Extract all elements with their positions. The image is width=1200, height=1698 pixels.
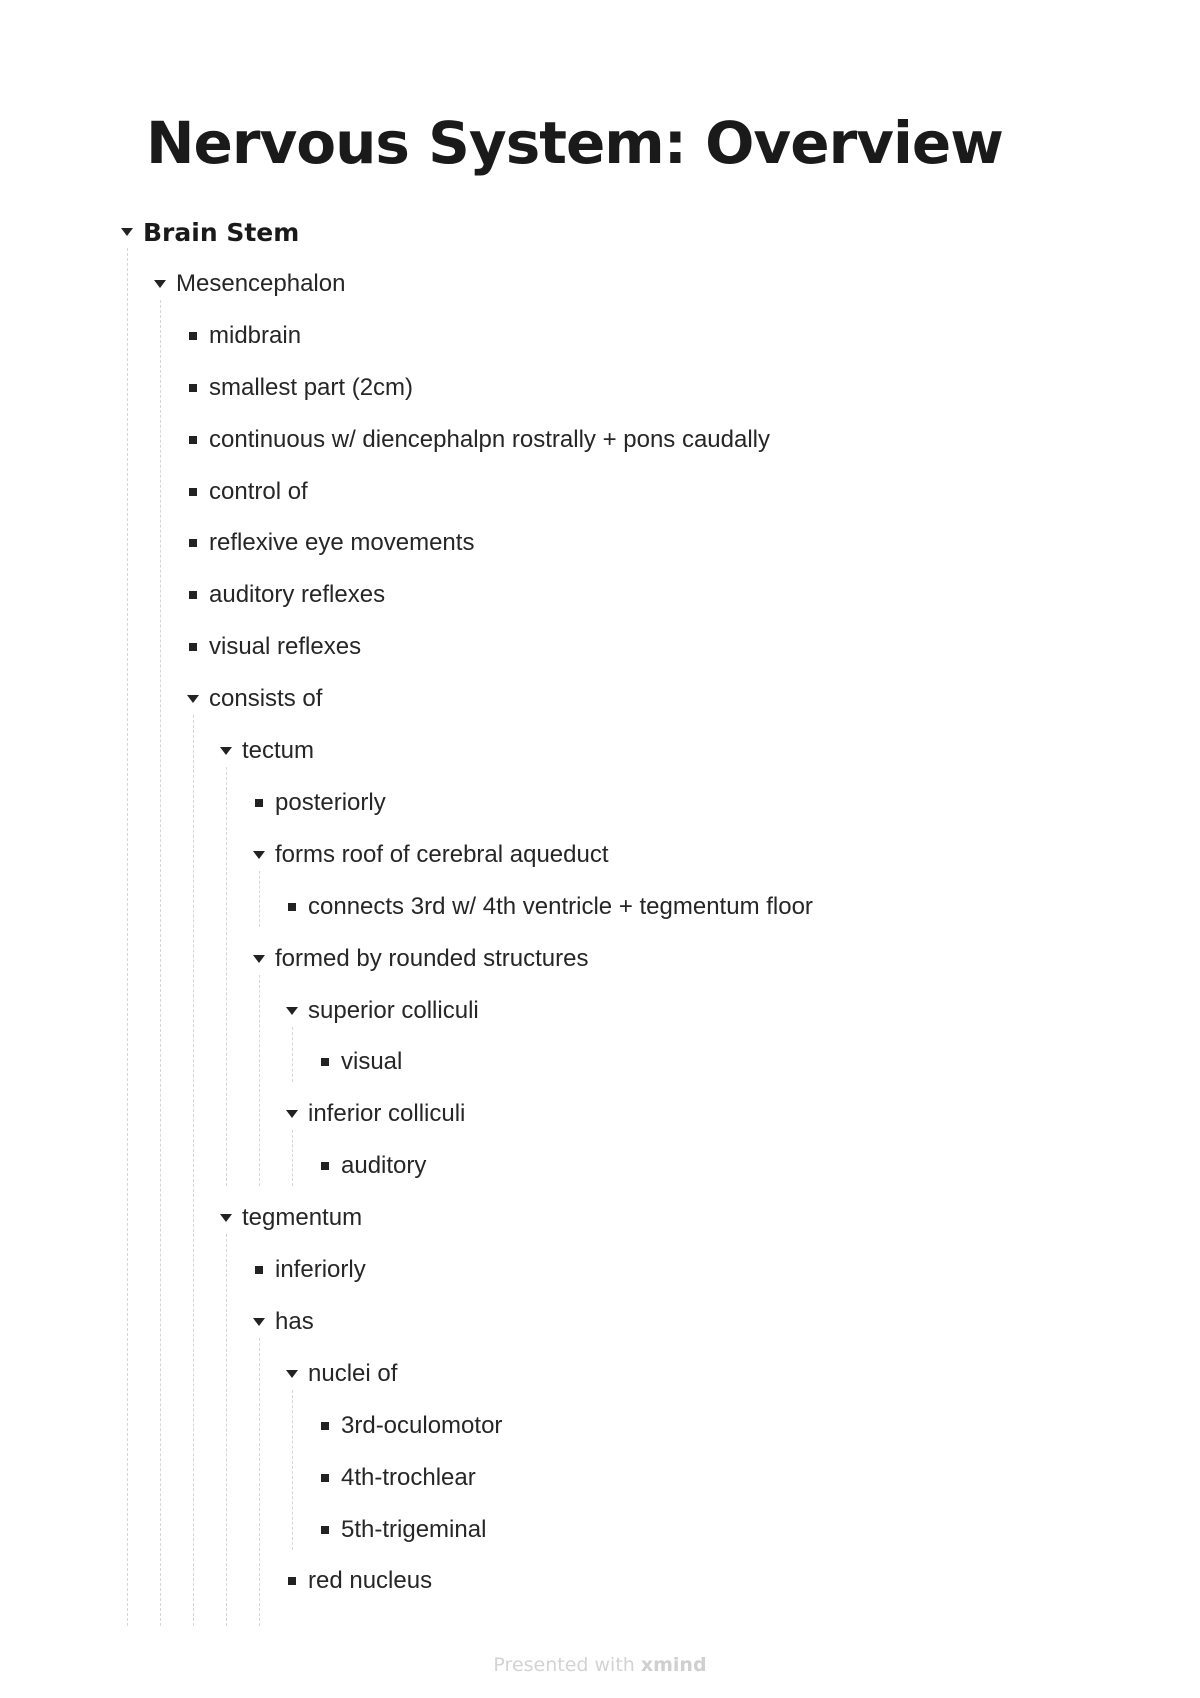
- bullet-icon: [189, 539, 197, 547]
- bullet-icon: [288, 903, 296, 911]
- outline-item-label: formed by rounded structures: [275, 945, 589, 972]
- outline-row: [209, 579, 385, 611]
- caret-down-icon: [253, 955, 265, 963]
- outline-row: [275, 787, 386, 819]
- outline-row: [209, 372, 413, 404]
- caret-down-icon: [253, 851, 265, 859]
- bullet-icon: [189, 436, 197, 444]
- outline-item-label: auditory reflexes: [209, 581, 386, 608]
- outline-item-label: red nucleus: [308, 1567, 433, 1594]
- bullet-square-icon: [318, 1419, 332, 1433]
- outline-guide-line: [226, 1234, 227, 1626]
- bullet-icon: [189, 332, 197, 340]
- outline-item-label: reflexive eye movements: [209, 529, 475, 556]
- outline-guide-line: [193, 715, 194, 1626]
- bullet-icon: [321, 1162, 329, 1170]
- bullet-icon: [255, 1266, 263, 1274]
- outline-item-label: tectum: [242, 737, 315, 764]
- outline-row: [275, 839, 609, 871]
- bullet-icon: [189, 488, 197, 496]
- outline-guide-line: [259, 1338, 260, 1626]
- caret-down-icon: [121, 228, 133, 236]
- outline-item-label: Brain Stem: [143, 217, 300, 247]
- caret-down-icon: [154, 280, 166, 288]
- bullet-icon: [189, 384, 197, 392]
- outline-guide-line: [160, 300, 161, 1626]
- bullet-icon: [255, 799, 263, 807]
- bullet-icon: [321, 1474, 329, 1482]
- outline-item-label: forms roof of cerebral aqueduct: [275, 841, 609, 868]
- outline-row: [308, 1565, 432, 1597]
- outline-row: [275, 1306, 314, 1338]
- outline-item-label: consists of: [209, 685, 323, 712]
- outline-row: [209, 631, 361, 663]
- bullet-icon: [321, 1422, 329, 1430]
- outline-row: [209, 683, 322, 715]
- caret-down-icon: [220, 747, 232, 755]
- bullet-square-icon: [252, 796, 266, 810]
- outline-row: [275, 943, 589, 975]
- outline-item-label: connects 3rd w/ 4th ventricle + tegmentum floor: [308, 893, 813, 920]
- outline-item-label: tegmentum: [242, 1204, 363, 1231]
- collapse-triangle-icon[interactable]: [186, 692, 200, 706]
- collapse-triangle-icon[interactable]: [252, 952, 266, 966]
- outline-item-label: has: [275, 1308, 314, 1335]
- outline-row: [341, 1410, 502, 1442]
- outline-item-label: Mesencephalon: [176, 270, 346, 297]
- outline-guide-line: [292, 1130, 293, 1186]
- collapse-triangle-icon[interactable]: [120, 225, 134, 239]
- outline-row: [308, 891, 813, 923]
- outline-row: [308, 1358, 397, 1390]
- footer-text: Presented with: [493, 1654, 635, 1676]
- bullet-square-icon: [186, 485, 200, 499]
- outline-item-label: nuclei of: [308, 1360, 398, 1387]
- outline-item-label: inferior colliculi: [308, 1100, 466, 1127]
- bullet-square-icon: [186, 588, 200, 602]
- outline-row: [143, 216, 299, 248]
- outline-guide-line: [226, 767, 227, 1186]
- caret-down-icon: [286, 1370, 298, 1378]
- outline-item-label: auditory: [341, 1152, 427, 1179]
- xmind-brand: xmind: [640, 1654, 707, 1676]
- outline-row: [242, 1202, 362, 1234]
- outline-row: [176, 268, 345, 300]
- collapse-triangle-icon[interactable]: [219, 1211, 233, 1225]
- outline-row: [341, 1462, 476, 1494]
- bullet-square-icon: [285, 900, 299, 914]
- bullet-square-icon: [318, 1523, 332, 1537]
- outline-item-label: midbrain: [209, 322, 302, 349]
- outline-guide-line: [127, 248, 128, 1626]
- bullet-square-icon: [186, 640, 200, 654]
- outline-guide-line: [259, 871, 260, 927]
- outline-row: [209, 527, 474, 559]
- outline-item-label: continuous w/ diencephalpn rostrally + pons caudally: [209, 426, 771, 453]
- bullet-square-icon: [186, 433, 200, 447]
- outline-guide-line: [292, 1027, 293, 1082]
- outline-row: [308, 995, 479, 1027]
- collapse-triangle-icon[interactable]: [153, 277, 167, 291]
- page-title: Nervous System: Overview: [146, 109, 1003, 177]
- bullet-icon: [321, 1058, 329, 1066]
- bullet-icon: [288, 1577, 296, 1585]
- caret-down-icon: [253, 1318, 265, 1326]
- caret-down-icon: [220, 1214, 232, 1222]
- collapse-triangle-icon[interactable]: [285, 1367, 299, 1381]
- collapse-triangle-icon[interactable]: [252, 1315, 266, 1329]
- outline-row: [341, 1514, 486, 1546]
- outline-row: [308, 1098, 465, 1130]
- outline-row: [341, 1150, 426, 1182]
- bullet-icon: [189, 643, 197, 651]
- bullet-square-icon: [186, 329, 200, 343]
- collapse-triangle-icon[interactable]: [285, 1107, 299, 1121]
- outline-row: [209, 320, 301, 352]
- caret-down-icon: [286, 1110, 298, 1118]
- collapse-triangle-icon[interactable]: [219, 744, 233, 758]
- bullet-square-icon: [318, 1055, 332, 1069]
- outline-guide-line: [292, 1390, 293, 1550]
- bullet-square-icon: [318, 1471, 332, 1485]
- outline-row: [242, 735, 314, 767]
- bullet-icon: [189, 591, 197, 599]
- bullet-square-icon: [285, 1574, 299, 1588]
- outline-row: [209, 476, 308, 508]
- outline-item-label: visual: [341, 1048, 403, 1075]
- caret-down-icon: [286, 1007, 298, 1015]
- outline-item-label: 4th-trochlear: [341, 1464, 476, 1491]
- outline-guide-line: [259, 975, 260, 1186]
- outline-row: [341, 1046, 402, 1078]
- bullet-square-icon: [186, 536, 200, 550]
- bullet-square-icon: [318, 1159, 332, 1173]
- outline-item-label: inferiorly: [275, 1256, 366, 1283]
- collapse-triangle-icon[interactable]: [252, 848, 266, 862]
- outline-row: [275, 1254, 366, 1286]
- bullet-square-icon: [252, 1263, 266, 1277]
- outline-item-label: 5th-trigeminal: [341, 1516, 487, 1543]
- bullet-square-icon: [186, 381, 200, 395]
- collapse-triangle-icon[interactable]: [285, 1004, 299, 1018]
- outline-item-label: control of: [209, 478, 308, 505]
- outline-item-label: 3rd-oculomotor: [341, 1412, 503, 1439]
- footer-watermark: [0, 1654, 1200, 1676]
- outline-item-label: superior colliculi: [308, 997, 479, 1024]
- bullet-icon: [321, 1526, 329, 1534]
- caret-down-icon: [187, 695, 199, 703]
- outline-item-label: smallest part (2cm): [209, 374, 414, 401]
- outline-row: [209, 424, 770, 456]
- outline-item-label: posteriorly: [275, 789, 386, 816]
- outline-item-label: visual reflexes: [209, 633, 362, 660]
